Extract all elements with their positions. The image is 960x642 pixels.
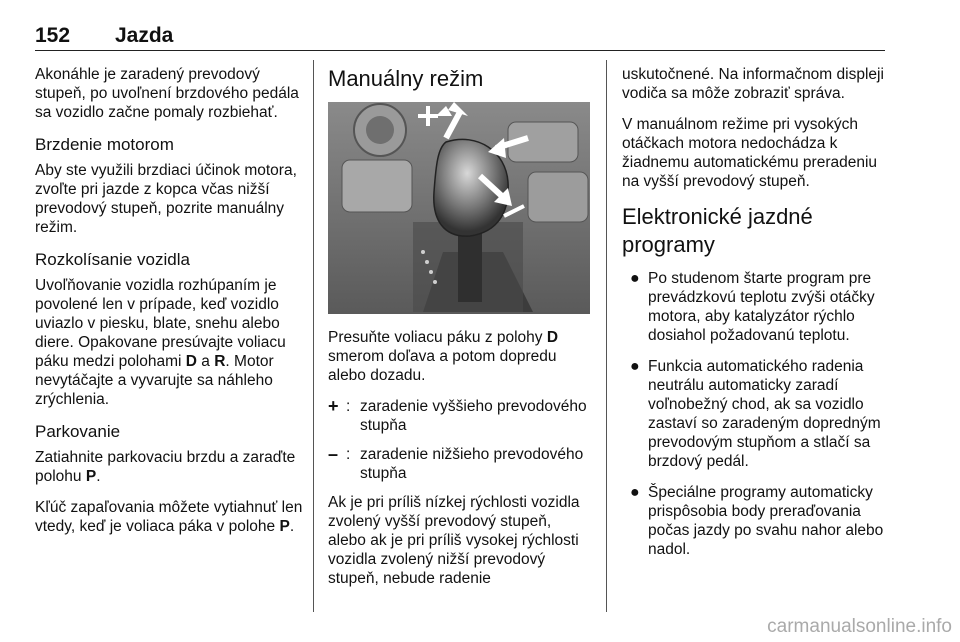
column-divider-2 bbox=[606, 60, 607, 612]
definition-colon: : bbox=[346, 398, 351, 415]
paragraph-shift-limits: Ak je pri príliš nízkej rýchlosti vozidla zvolený vyšší prevodový stupeň, alebo ak je pri príliš vysokej rýchlosti vozidla zvolený nižší prevodový stupeň, nebude radenie bbox=[328, 494, 580, 587]
column-2 bbox=[328, 65, 590, 600]
gear-lever-illustration bbox=[328, 102, 590, 314]
definition-plus bbox=[328, 397, 590, 435]
intro-paragraph: Akonáhle je zaradený prevodový stupeň, po uvoľnení brzdového pedála sa vozidlo začne pomaly rozbiehať. bbox=[35, 66, 299, 121]
paragraph-brzdenie: Aby ste využili brzdiaci účinok motora, zvoľte pri jazde z kopca včas nižší prevodový stupeň, pozrite manuálny režim. bbox=[35, 162, 297, 236]
gear-selector-photo bbox=[328, 102, 590, 314]
heading-manualny-rezim: Manuálny režim bbox=[328, 66, 484, 91]
list-item: ● Po studenom štarte program pre prevádzkovú teplotu zvýši otáčky motora, aby katalyzátor rýchlo dosiahol požadovanú teplotu. bbox=[630, 270, 875, 344]
column-3 bbox=[622, 65, 890, 571]
column-divider-1 bbox=[313, 60, 314, 612]
bullet-icon: ● bbox=[630, 270, 640, 287]
minus-icon: – bbox=[328, 444, 339, 464]
heading-rozkolisanie: Rozkolísanie vozidla bbox=[35, 250, 190, 269]
definition-minus-text: zaradenie nižšieho prevodového stupňa bbox=[360, 446, 584, 482]
paragraph-manual-high-rpm: V manuálnom režime pri vysokých otáčkach motora nedochádza k žiadnemu automatickému preradeniu na vyšší prevodový stupeň. bbox=[622, 116, 878, 190]
paragraph-manual-instructions: Presuňte voliacu páku z polohy D smerom doľava a potom dopredu alebo dozadu. bbox=[328, 329, 559, 384]
definition-minus bbox=[328, 445, 590, 483]
paragraph-parkovanie-2: Kľúč zapaľovania môžete vytiahnuť len vtedy, keď je voliaca páka v polohe P. bbox=[35, 499, 303, 535]
heading-elektronicke-programy: Elektronické jazdné programy bbox=[622, 204, 813, 257]
bullet-icon: ● bbox=[630, 484, 640, 501]
list-item: ● Funkcia automatického radenia neutrálu automaticky zaradí voľnobežný chod, ak sa vozidlo zastaví so zaradeným dopredným prevodovým stupňom a stlačí sa brzdový pedál. bbox=[630, 358, 881, 470]
bullet-icon: ● bbox=[630, 358, 640, 375]
watermark: carmanualsonline.info bbox=[767, 616, 952, 637]
list-item: ● Špeciálne programy automaticky prispôsobia body preraďovania počas jazdy po svahu nahor alebo nadol. bbox=[630, 484, 884, 558]
paragraph-rozkolisanie: Uvoľňovanie vozidla rozhúpaním je povolené len v prípade, keď vozidlo uviazlo v piesku, blate, snehu alebo diere. Opakovane presúvajte voliacu páku medzi polohami D a R. Motor nevytáčajte a vyvarujte sa náhleho zrýchlenia. bbox=[35, 277, 286, 408]
paragraph-parkovanie-1: Zatiahnite parkovaciu brzdu a zaraďte polohu P. bbox=[35, 449, 296, 485]
column-1 bbox=[35, 65, 303, 548]
page-header bbox=[35, 22, 885, 51]
programs-list bbox=[622, 269, 890, 559]
heading-parkovanie: Parkovanie bbox=[35, 422, 121, 441]
definition-colon: : bbox=[346, 446, 351, 463]
plus-icon: + bbox=[328, 396, 339, 416]
chapter-title: Jazda bbox=[115, 24, 174, 47]
paragraph-continued: uskutočnené. Na informačnom displeji vodiča sa môže zobraziť správa. bbox=[622, 66, 884, 102]
definition-plus-text: zaradenie vyššieho prevodového stupňa bbox=[360, 398, 587, 434]
page-number: 152 bbox=[35, 24, 71, 47]
heading-brzdenie: Brzdenie motorom bbox=[35, 135, 174, 154]
